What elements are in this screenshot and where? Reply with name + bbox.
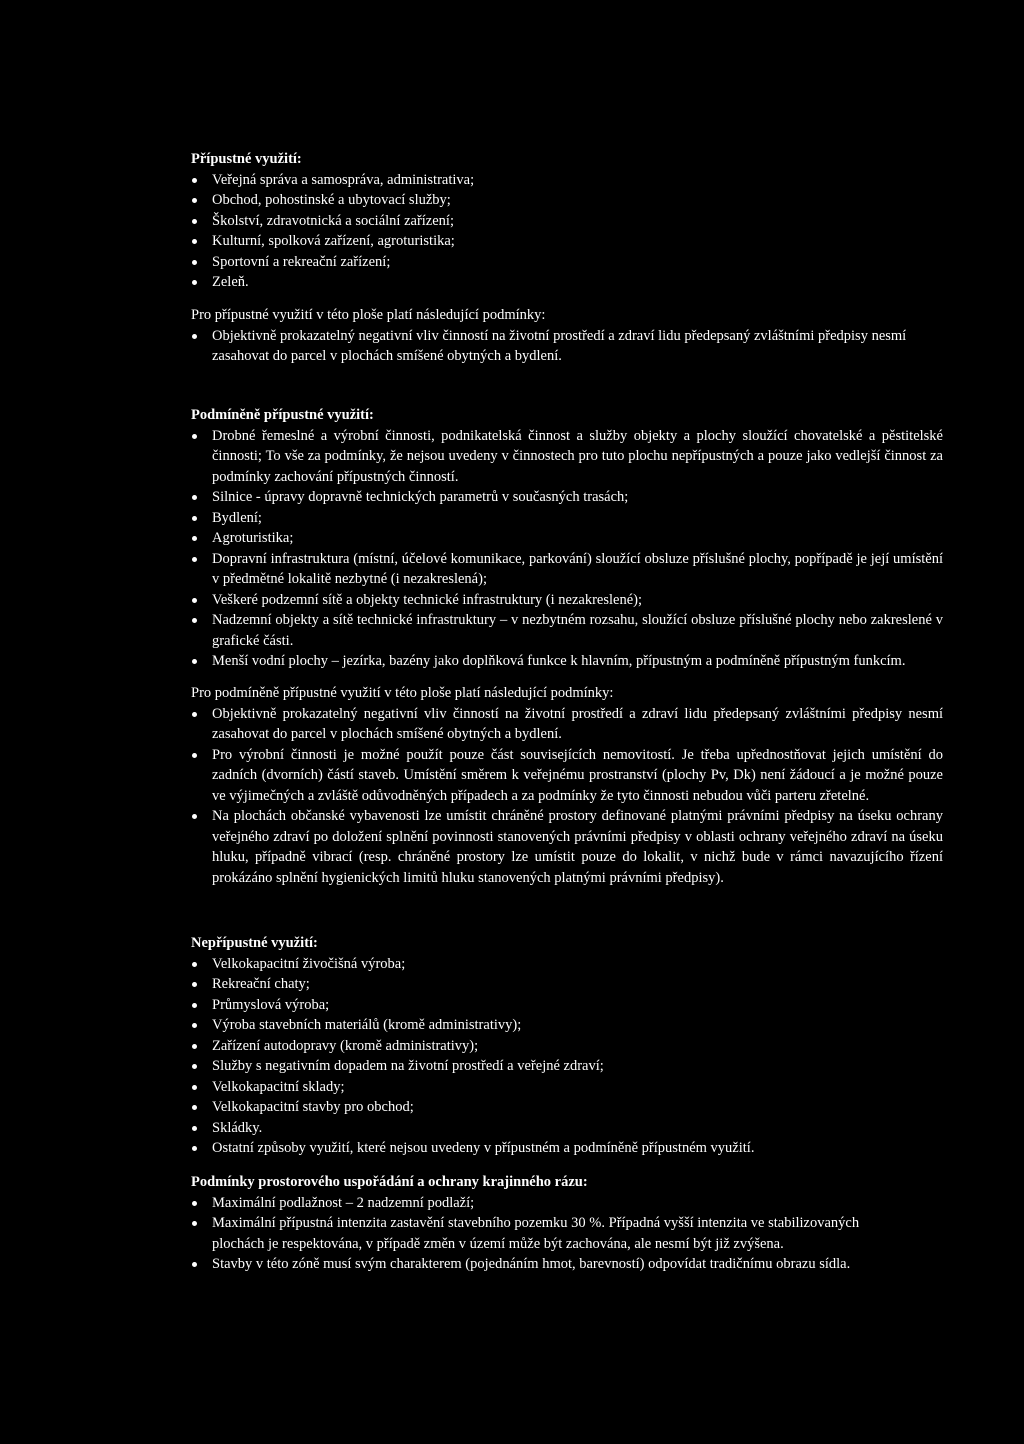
bullet-list [191, 426, 943, 672]
list-item: Velkokapacitní živočišná výroba; [191, 954, 943, 975]
list-item: Obchod, pohostinské a ubytovací služby; [191, 190, 943, 211]
list-item: Velkokapacitní sklady; [191, 1077, 943, 1098]
section-conditional-conditions [191, 683, 943, 888]
list-item: Zařízení autodopravy (kromě administrativy); [191, 1036, 943, 1057]
list-item: Dopravní infrastruktura (místní, účelové komunikace, parkování) sloužící obsluze příslušné plochy, popřípadě je její umístění v předmětné lokalitě nezbytné (i nezakreslená); [191, 549, 943, 590]
section-intro: Pro přípustné využití v této ploše platí následující podmínky: [191, 307, 546, 323]
list-item: Nadzemní objekty a sítě technické infrastruktury – v nezbytném rozsahu, sloužící obsluze příslušné plochy nebo zakreslené v grafické části. [191, 610, 943, 651]
list-item: Rekreační chaty; [191, 974, 943, 995]
list-item: Velkokapacitní stavby pro obchod; [191, 1097, 943, 1118]
section-heading: Podmíněně přípustné využití: [191, 407, 374, 423]
section-permitted-use [191, 149, 943, 293]
list-item: Stavby v této zóně musí svým charakterem (pojednáním hmot, barevností) odpovídat tradičnímu obrazu sídla. [191, 1254, 913, 1275]
list-item: Bydlení; [191, 508, 943, 529]
section-heading: Podmínky prostorového uspořádání a ochrany krajinného rázu: [191, 1174, 588, 1190]
list-item: Na plochách občanské vybavenosti lze umístit chráněné prostory definované platnými právními předpisy na úseku ochrany veřejného zdraví po doložení splnění povinnosti stanovených právními předpisy v oblasti ochrany veřejného zdraví na úseku hluku, případně vibrací (resp. chráněné prostory lze umístit pouze do lokalit, v nichž bude v rámci navazujícího řízení prokázáno splnění hygienických limitů hluku stanovených platnými právními předpisy). [191, 806, 943, 888]
list-item: Agroturistika; [191, 528, 943, 549]
list-item: Maximální přípustná intenzita zastavění stavebního pozemku 30 %. Případná vyšší intenzita ve stabilizovaných plochách je respektována, v případě změn v území může být zachována, ale nesmí být již zvýšena. [191, 1213, 913, 1254]
section-intro: Pro podmíněně přípustné využití v této ploše platí následující podmínky: [191, 685, 614, 701]
bullet-list [191, 326, 943, 367]
list-item: Výroba stavebních materiálů (kromě administrativy); [191, 1015, 943, 1036]
section-heading: Přípustné využití: [191, 151, 302, 167]
bullet-list [191, 704, 943, 889]
bullet-list [191, 170, 943, 293]
section-heading: Nepřípustné využití: [191, 935, 318, 951]
bullet-list [191, 954, 943, 1159]
list-item: Sportovní a rekreační zařízení; [191, 252, 943, 273]
section-prohibited-use [191, 933, 943, 1159]
list-item: Objektivně prokazatelný negativní vliv činností na životní prostředí a zdraví lidu předepsaný zvláštními předpisy nesmí zasahovat do parcel v plochách smíšené obytných a bydlení. [191, 704, 943, 745]
list-item: Služby s negativním dopadem na životní prostředí a veřejné zdraví; [191, 1056, 943, 1077]
list-item: Pro výrobní činnosti je možné použít pouze část souvisejících nemovitostí. Je třeba upřednostňovat jejich umístění do zadních (dvorních) částí staveb. Umístění směrem k veřejnému prostranství (plochy Pv, Dk) není žádoucí a je možné pouze ve výjimečných a zvláště odůvodněných případech a za podmínky že tyto činnosti nebudou vůči parteru zřetelné. [191, 745, 943, 807]
list-item: Veškeré podzemní sítě a objekty technické infrastruktury (i nezakreslené); [191, 590, 943, 611]
list-item: Zeleň. [191, 272, 943, 293]
section-conditional-use [191, 405, 943, 672]
list-item: Objektivně prokazatelný negativní vliv činností na životní prostředí a zdraví lidu předepsaný zvláštními předpisy nesmí zasahovat do parcel v plochách smíšené obytných a bydlení. [191, 326, 943, 367]
list-item: Kulturní, spolková zařízení, agroturistika; [191, 231, 943, 252]
list-item: Skládky. [191, 1118, 943, 1139]
list-item: Menší vodní plochy – jezírka, bazény jako doplňková funkce k hlavním, přípustným a podmíněně přípustným funkcím. [191, 651, 943, 672]
bullet-list [191, 1193, 913, 1275]
list-item: Veřejná správa a samospráva, administrativa; [191, 170, 943, 191]
list-item: Průmyslová výroba; [191, 995, 943, 1016]
section-spatial-conditions [191, 1172, 913, 1275]
section-permitted-conditions [191, 305, 943, 367]
list-item: Maximální podlažnost – 2 nadzemní podlaží; [191, 1193, 913, 1214]
list-item: Silnice - úpravy dopravně technických parametrů v současných trasách; [191, 487, 943, 508]
list-item: Drobné řemeslné a výrobní činnosti, podnikatelská činnost a služby objekty a plochy sloužící chovatelské a pěstitelské činnosti; To vše za podmínky, že nejsou uvedeny v činnostech pro tuto plochu nepřípustných a pouze jako vedlejší činnost za podmínky zachování přípustných činností. [191, 426, 943, 488]
list-item: Ostatní způsoby využití, které nejsou uvedeny v přípustném a podmíněně přípustném využití. [191, 1138, 943, 1159]
list-item: Školství, zdravotnická a sociální zařízení; [191, 211, 943, 232]
